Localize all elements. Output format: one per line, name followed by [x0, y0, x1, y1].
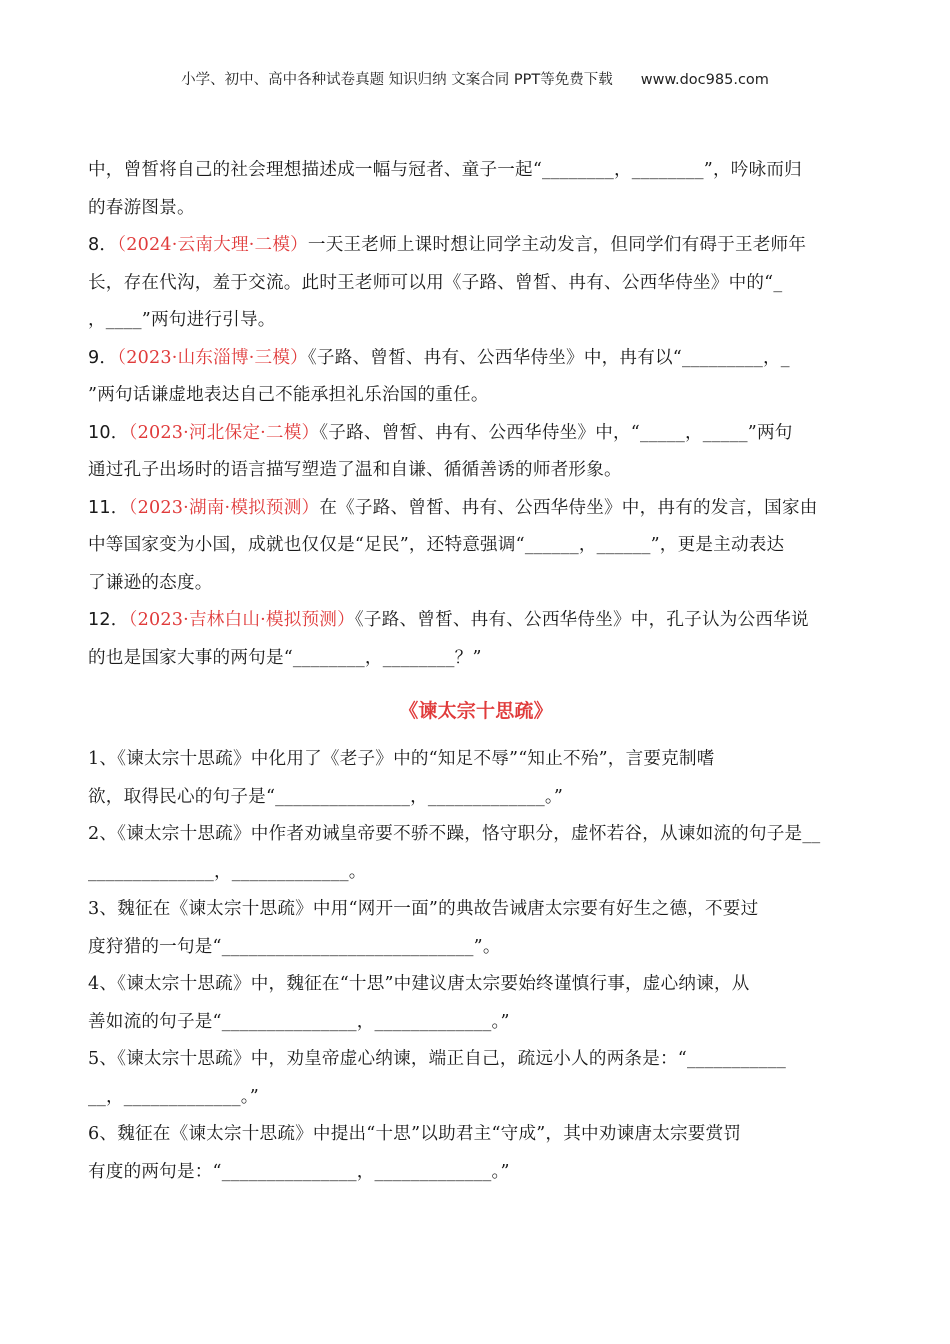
question-7-continued: 中，曾皙将自己的社会理想描述成一幅与冠者、童子一起“________，________”，吟咏而归 的春游图景。 [88, 160, 802, 218]
header-url[interactable]: www.doc985.com [640, 72, 769, 88]
question-number: 10． [88, 422, 129, 443]
section-title: 《谏太宗十思疏》 [399, 700, 553, 722]
exercise-5: 5、《谏太宗十思疏》中，劝皇帝虚心纳谏，端正自己，疏远小人的两条是：“___________ __，_____________。” [88, 1049, 786, 1107]
question-11: 11．（2023·湖南·模拟预测）在《子路、曾皙、冉有、公西华侍坐》中，冉有的发言，国家由 中等国家变为小国，成就也仅仅是“足民”，还特意强调“______，______”，更是主动表达 了谦逊的态度。 [88, 497, 818, 593]
question-number: 11． [88, 497, 129, 518]
exercise-6: 6、魏征在《谏太宗十思疏》中提出“十思”以助君主“守成”，其中劝谏唐太宗要赏罚 有度的两句是：“_______________，_____________。” [88, 1124, 742, 1182]
page-header [0, 68, 950, 89]
question-8: 8．（2024·云南大理·二模）一天王老师上课时想让同学主动发言，但同学们有碍于王老师年 长，存在代沟，羞于交流。此时王老师可以用《子路、曾皙、冉有、公西华侍坐》中的“_ ，____”两句进行引导。 [88, 235, 807, 330]
question-9: 9．（2023·山东淄博·三模）《子路、曾皙、冉有、公西华侍坐》中，冉有以“_________，_ ”两句话谦虚地表达自己不能承担礼乐治国的重任。 [88, 347, 790, 405]
question-source: （2023·河北保定·二模） [128, 422, 320, 443]
question-number: 8． [88, 235, 118, 255]
exercise-2: 2、《谏太宗十思疏》中作者劝诫皇帝要不骄不躁，恪守职分，虚怀若谷，从谏如流的句子是__ ______________，_____________。 [88, 824, 821, 882]
exercise-4: 4、《谏太宗十思疏》中，魏征在“十思”中建议唐太宗要始终谨慎行事，虚心纳谏，从 善如流的句子是“_______________，_____________。” [88, 974, 750, 1032]
question-12: 12．（2023·吉林白山·模拟预测）《子路、曾皙、冉有、公西华侍坐》中，孔子认为公西华说 的也是国家大事的两句是“________，________？” [88, 610, 809, 668]
question-number: 9． [88, 347, 118, 368]
question-10: 10．（2023·河北保定·二模）《子路、曾皙、冉有、公西华侍坐》中，“_____，_____”两句 通过孔子出场时的语言描写塑造了温和自谦、循循善诱的师者形象。 [88, 422, 793, 480]
exercise-3: 3、魏征在《谏太宗十思疏》中用“网开一面”的典故告诫唐太宗要有好生之德，不要过 度狩猎的一句是“____________________________”。 [88, 899, 759, 957]
question-source: （2023·山东淄博·三模） [117, 347, 308, 368]
question-number: 12． [88, 610, 129, 630]
exercise-1: 1、《谏太宗十思疏》中化用了《老子》中的“知足不辱”“知止不殆”，言要克制嗜 欲，取得民心的句子是“_______________，_____________。” [88, 749, 715, 807]
question-source: （2023·吉林白山·模拟预测） [128, 610, 355, 630]
document-body [88, 152, 864, 1191]
header-text: 小学、初中、高中各种试卷真题 知识归纳 文案合同 PPT等免费下载 [181, 72, 613, 88]
question-source: （2024·云南大理·二模） [117, 235, 308, 255]
question-source: （2023·湖南·模拟预测） [128, 497, 320, 518]
